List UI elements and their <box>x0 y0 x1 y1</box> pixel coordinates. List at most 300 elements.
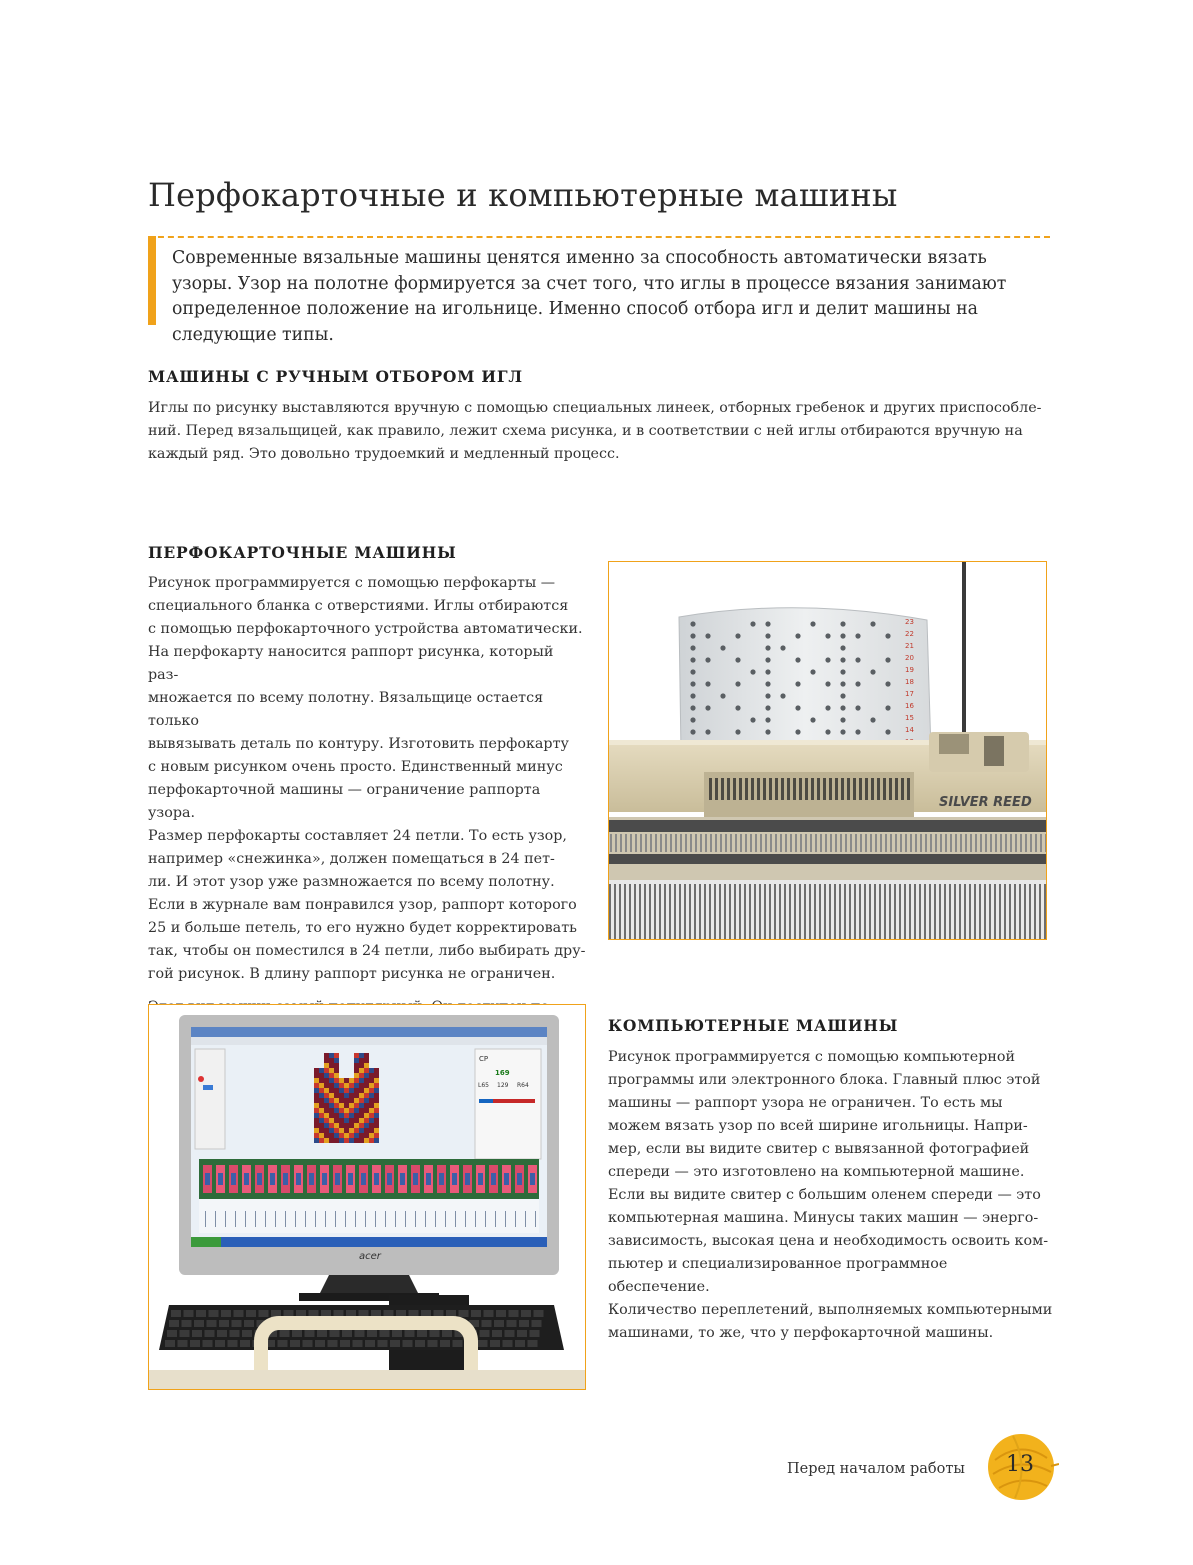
card-hole <box>765 633 770 638</box>
keyboard-key <box>403 1340 413 1347</box>
vest-stitch <box>364 1073 369 1078</box>
vest-stitch <box>344 1083 349 1088</box>
selector-tooth <box>817 778 820 800</box>
vest-stitch <box>369 1098 374 1103</box>
ruler-tick <box>245 1211 246 1227</box>
vest-stitch <box>354 1053 359 1058</box>
section-body-computer <box>608 1046 1053 1345</box>
needle <box>799 884 801 939</box>
keyboard-key <box>219 1320 229 1327</box>
vest-stitch <box>359 1088 364 1093</box>
selector-tooth <box>787 778 790 800</box>
vest-stitch <box>314 1123 319 1128</box>
keyboard-key <box>442 1330 452 1337</box>
body-line: пьютер и специализированное программное обеспечение. <box>608 1256 948 1295</box>
vest-stitch <box>354 1068 359 1073</box>
needle <box>855 834 857 852</box>
vest-stitch <box>354 1083 359 1088</box>
vest-stitch <box>369 1083 374 1088</box>
body-line: ли. И этот узор уже размножается по всему полотну. <box>148 874 555 890</box>
vest-stitch <box>374 1083 379 1088</box>
vest-stitch <box>354 1098 359 1103</box>
needle <box>754 884 756 939</box>
keyboard-key <box>459 1310 469 1317</box>
vest-stitch <box>329 1078 334 1083</box>
vest-stitch <box>319 1088 324 1093</box>
strip-mark <box>517 1173 522 1185</box>
needle <box>984 884 986 939</box>
needle <box>840 834 842 852</box>
vest-stitch <box>364 1108 369 1113</box>
card-hole <box>870 669 875 674</box>
keyboard-key <box>367 1330 377 1337</box>
keyboard-key <box>515 1340 525 1347</box>
vest-stitch <box>334 1103 339 1108</box>
needle <box>1009 884 1011 939</box>
needle <box>960 834 962 852</box>
keyboard-key <box>207 1320 217 1327</box>
vest-stitch <box>339 1123 344 1128</box>
selector-tooth <box>835 778 838 800</box>
vest-stitch <box>339 1128 344 1133</box>
needle <box>870 834 872 852</box>
keyboard-key <box>528 1340 538 1347</box>
needle <box>750 834 752 852</box>
needle <box>890 834 892 852</box>
needle <box>924 884 926 939</box>
card-hole <box>795 705 800 710</box>
card-hole <box>840 705 845 710</box>
needle <box>884 884 886 939</box>
vest-stitch <box>314 1138 319 1143</box>
needle <box>725 834 727 852</box>
needle <box>654 884 656 939</box>
needle <box>864 884 866 939</box>
card-number: 22 <box>905 630 914 638</box>
screen-label-cp: CP <box>479 1055 489 1063</box>
body-line: зависимость, высокая цена и необходимость освоить ком- <box>608 1233 1049 1249</box>
vest-stitch <box>324 1083 329 1088</box>
vest-stitch <box>364 1088 369 1093</box>
needle <box>820 834 822 852</box>
vest-stitch <box>339 1098 344 1103</box>
keyboard-key <box>305 1330 315 1337</box>
needle <box>1030 834 1032 852</box>
keyboard-key <box>190 1340 200 1347</box>
keyboard-key <box>321 1310 331 1317</box>
vest-stitch <box>339 1113 344 1118</box>
body-line: так, чтобы он поместился в 24 петли, либо выбирать дру- <box>148 943 586 959</box>
vest-stitch <box>324 1133 329 1138</box>
strip-mark <box>205 1173 210 1185</box>
ruler-tick <box>215 1211 216 1227</box>
vest-stitch <box>324 1063 329 1068</box>
needle <box>905 834 907 852</box>
vest-stitch <box>314 1113 319 1118</box>
punchcard-machine-photo <box>608 561 1047 940</box>
vest-stitch <box>354 1108 359 1113</box>
vest-stitch <box>364 1083 369 1088</box>
needle <box>845 834 847 852</box>
keyboard-key <box>409 1310 419 1317</box>
selector-tooth <box>709 778 712 800</box>
keyboard-key <box>232 1320 242 1327</box>
strip-mark <box>426 1173 431 1185</box>
vest-stitch <box>324 1128 329 1133</box>
vest-stitch <box>354 1123 359 1128</box>
strip-mark <box>374 1173 379 1185</box>
vest-stitch <box>354 1088 359 1093</box>
intro-accent-bar <box>148 236 156 325</box>
vest-stitch <box>344 1078 349 1083</box>
keyboard-key <box>371 1310 381 1317</box>
vest-stitch <box>329 1093 334 1098</box>
selector-tooth <box>733 778 736 800</box>
ruler-tick <box>295 1211 296 1227</box>
card-hole <box>750 621 755 626</box>
card-hole <box>870 621 875 626</box>
needle <box>959 884 961 939</box>
card-hole <box>840 681 845 686</box>
keyboard-key <box>421 1310 431 1317</box>
keyboard-key <box>346 1310 356 1317</box>
vest-stitch <box>324 1138 329 1143</box>
keyboard-key <box>167 1330 177 1337</box>
keyboard-key <box>280 1330 290 1337</box>
needle <box>629 884 631 939</box>
ruler-tick <box>455 1211 456 1227</box>
body-line: каждый ряд. Это довольно трудоемкий и медленный процесс. <box>148 446 620 462</box>
strip-mark <box>231 1173 236 1185</box>
vest-stitch <box>319 1073 324 1078</box>
needle <box>949 884 951 939</box>
needle <box>834 884 836 939</box>
card-hole <box>750 717 755 722</box>
needle <box>639 884 641 939</box>
vest-stitch <box>364 1113 369 1118</box>
body-line: перфокарточной машины — ограничение раппорта узора. <box>148 782 541 821</box>
card-hole <box>810 669 815 674</box>
vest-stitch <box>334 1118 339 1123</box>
needle <box>975 834 977 852</box>
needle <box>1045 834 1046 852</box>
ruler-tick <box>325 1211 326 1227</box>
vest-stitch <box>334 1053 339 1058</box>
vest-stitch <box>369 1078 374 1083</box>
vest-stitch <box>349 1128 354 1133</box>
selector-tooth <box>889 778 892 800</box>
keyboard-key <box>480 1330 490 1337</box>
keyboard-key <box>490 1340 500 1347</box>
card-hole <box>855 729 860 734</box>
needle <box>1035 834 1037 852</box>
needle <box>925 834 927 852</box>
needle <box>980 834 982 852</box>
vest-stitch <box>374 1078 379 1083</box>
selector-tooth <box>847 778 850 800</box>
vest-stitch <box>364 1068 369 1073</box>
vest-stitch <box>319 1118 324 1123</box>
monitor-brand: acer <box>359 1251 381 1262</box>
ruler-tick <box>225 1211 226 1227</box>
vest-stitch <box>374 1138 379 1143</box>
vest-stitch <box>364 1093 369 1098</box>
strip-mark <box>322 1173 327 1185</box>
selector-tooth <box>775 778 778 800</box>
vest-stitch <box>319 1123 324 1128</box>
keyboard-key <box>271 1310 281 1317</box>
needle <box>869 884 871 939</box>
card-hole <box>840 717 845 722</box>
vest-stitch <box>354 1128 359 1133</box>
card-hole <box>705 633 710 638</box>
keyboard-key <box>353 1340 363 1347</box>
card-hole <box>795 633 800 638</box>
keyboard-key <box>182 1320 192 1327</box>
keyboard-key <box>507 1320 517 1327</box>
vest-stitch <box>329 1123 334 1128</box>
body-line: Рисунок программируется с помощью перфокарты — <box>148 575 556 591</box>
vest-stitch <box>374 1108 379 1113</box>
section-heading-manual: МАШИНЫ С РУЧНЫМ ОТБОРОМ ИГЛ <box>148 367 523 386</box>
ruler-tick <box>345 1211 346 1227</box>
vest-stitch <box>359 1128 364 1133</box>
needle <box>644 884 646 939</box>
keyboard-key <box>521 1310 531 1317</box>
keyboard-key <box>509 1310 519 1317</box>
card-number: 23 <box>905 618 914 626</box>
needle <box>689 884 691 939</box>
vest-stitch <box>354 1133 359 1138</box>
selector-tooth <box>781 778 784 800</box>
vest-stitch <box>314 1133 319 1138</box>
vest-stitch <box>324 1108 329 1113</box>
needle <box>999 884 1001 939</box>
body-line: Размер перфокарты составляет 24 петли. То есть узор, <box>148 828 567 844</box>
card-hole <box>840 693 845 698</box>
vest-stitch <box>369 1103 374 1108</box>
vest-stitch <box>359 1133 364 1138</box>
card-hole <box>765 645 770 650</box>
vest-stitch <box>339 1138 344 1143</box>
vest-stitch <box>324 1078 329 1083</box>
vest-stitch <box>324 1123 329 1128</box>
body-line: На перфокарту наносится раппорт рисунка, который раз- <box>148 644 554 683</box>
vest-stitch <box>314 1128 319 1133</box>
needle <box>1020 834 1022 852</box>
page-title: Перфокарточные и компьютерные машины <box>148 176 898 214</box>
needle <box>714 884 716 939</box>
vest-stitch <box>344 1123 349 1128</box>
needle <box>874 884 876 939</box>
vest-stitch <box>364 1058 369 1063</box>
card-number: 20 <box>905 654 914 662</box>
needle <box>715 834 717 852</box>
card-hole <box>735 657 740 662</box>
vest-stitch <box>334 1063 339 1068</box>
card-hole <box>750 669 755 674</box>
needle <box>1010 834 1012 852</box>
needle <box>989 884 991 939</box>
card-hole <box>690 621 695 626</box>
selector-tooth <box>763 778 766 800</box>
strip-mark <box>387 1173 392 1185</box>
ruler-tick <box>375 1211 376 1227</box>
keyboard-key <box>203 1340 213 1347</box>
body-line: машинами, то же, что у перфокарточной машины. <box>608 1325 994 1341</box>
vest-stitch <box>329 1113 334 1118</box>
keyboard-key <box>340 1340 350 1347</box>
keyboard-key <box>309 1310 319 1317</box>
vest-stitch <box>354 1093 359 1098</box>
card-hole <box>735 729 740 734</box>
vest-stitch <box>319 1128 324 1133</box>
needle <box>859 884 861 939</box>
needle <box>854 884 856 939</box>
vest-stitch <box>359 1083 364 1088</box>
card-hole <box>705 657 710 662</box>
needle <box>800 834 802 852</box>
needle <box>804 884 806 939</box>
keyboard-key <box>192 1330 202 1337</box>
vest-stitch <box>319 1098 324 1103</box>
card-hole <box>885 729 890 734</box>
card-hole <box>840 657 845 662</box>
strip-mark <box>413 1173 418 1185</box>
needle <box>614 884 616 939</box>
needle <box>944 884 946 939</box>
vest-stitch <box>374 1103 379 1108</box>
card-hole <box>870 717 875 722</box>
body-line: мер, если вы видите свитер с вывязанной фотографией <box>608 1141 1030 1157</box>
vest-stitch <box>314 1083 319 1088</box>
needle <box>809 884 811 939</box>
keyboard-key <box>230 1330 240 1337</box>
vest-stitch <box>334 1108 339 1113</box>
page-number-badge <box>985 1430 1059 1504</box>
needle <box>784 884 786 939</box>
needle <box>815 834 817 852</box>
needle <box>885 834 887 852</box>
needle <box>805 834 807 852</box>
vest-stitch <box>364 1118 369 1123</box>
selector-tooth <box>739 778 742 800</box>
body-line: Если вы видите свитер с большим оленем спереди — это <box>608 1187 1041 1203</box>
selector-tooth <box>715 778 718 800</box>
needle <box>779 884 781 939</box>
body-line: компьютерная машина. Минусы таких машин — энерго- <box>608 1210 1039 1226</box>
needle <box>619 884 621 939</box>
body-line: с помощью перфокарточного устройства автоматически. <box>148 621 583 637</box>
vest-stitch <box>359 1078 364 1083</box>
vest-stitch <box>329 1068 334 1073</box>
ruler-tick <box>335 1211 336 1227</box>
vest-stitch <box>334 1093 339 1098</box>
needle <box>1034 884 1036 939</box>
card-hole <box>735 633 740 638</box>
needle <box>774 884 776 939</box>
strip-mark <box>478 1173 483 1185</box>
needle <box>664 884 666 939</box>
strip-mark <box>257 1173 262 1185</box>
selector-tooth <box>865 778 868 800</box>
needle <box>785 834 787 852</box>
vest-stitch <box>339 1088 344 1093</box>
vest-stitch <box>339 1103 344 1108</box>
strip-mark <box>465 1173 470 1185</box>
keyboard-key <box>209 1310 219 1317</box>
needle <box>1039 884 1041 939</box>
keyboard-key <box>328 1340 338 1347</box>
ruler-tick <box>415 1211 416 1227</box>
needle <box>844 884 846 939</box>
selector-tooth <box>853 778 856 800</box>
vest-stitch <box>324 1068 329 1073</box>
vest-stitch <box>359 1103 364 1108</box>
needle <box>770 834 772 852</box>
ruler-tick <box>285 1211 286 1227</box>
needle <box>765 834 767 852</box>
vest-stitch <box>349 1118 354 1123</box>
vest-stitch <box>369 1128 374 1133</box>
ruler-tick <box>425 1211 426 1227</box>
body-line: Количество переплетений, выполняемых компьютерными <box>608 1302 1053 1318</box>
strip-mark <box>283 1173 288 1185</box>
vest-stitch <box>334 1113 339 1118</box>
selector-tooth <box>901 778 904 800</box>
card-hole <box>855 633 860 638</box>
keyboard-key <box>365 1340 375 1347</box>
vest-stitch <box>314 1093 319 1098</box>
needle <box>880 834 882 852</box>
card-hole <box>840 645 845 650</box>
vest-stitch <box>314 1088 319 1093</box>
vest-stitch <box>314 1073 319 1078</box>
keyboard-key <box>384 1310 394 1317</box>
ruler-tick <box>255 1211 256 1227</box>
card-hole <box>780 645 785 650</box>
card-hole <box>720 693 725 698</box>
vest-stitch <box>349 1123 354 1128</box>
selector-tooth <box>859 778 862 800</box>
keyboard-key <box>246 1310 256 1317</box>
screen-label-left: L65 <box>478 1082 489 1089</box>
needle <box>670 834 672 852</box>
needle <box>624 884 626 939</box>
vest-stitch <box>329 1108 334 1113</box>
vest-stitch <box>349 1138 354 1143</box>
body-line: с новым рисунком очень просто. Единственный минус <box>148 759 563 775</box>
keyboard-key <box>169 1320 179 1327</box>
card-hole <box>690 681 695 686</box>
keyboard-key <box>217 1330 227 1337</box>
keyboard-key <box>221 1310 231 1317</box>
keyboard-key <box>278 1340 288 1347</box>
needle <box>794 884 796 939</box>
vest-stitch <box>369 1088 374 1093</box>
needle <box>640 834 642 852</box>
card-hole <box>705 681 710 686</box>
vest-stitch <box>344 1098 349 1103</box>
card-hole <box>825 633 830 638</box>
computer-machine-photo <box>148 1004 586 1390</box>
card-hole <box>690 633 695 638</box>
ruler-tick <box>495 1211 496 1227</box>
card-hole <box>690 693 695 698</box>
needle <box>655 834 657 852</box>
vest-stitch <box>364 1078 369 1083</box>
vest-stitch <box>329 1088 334 1093</box>
